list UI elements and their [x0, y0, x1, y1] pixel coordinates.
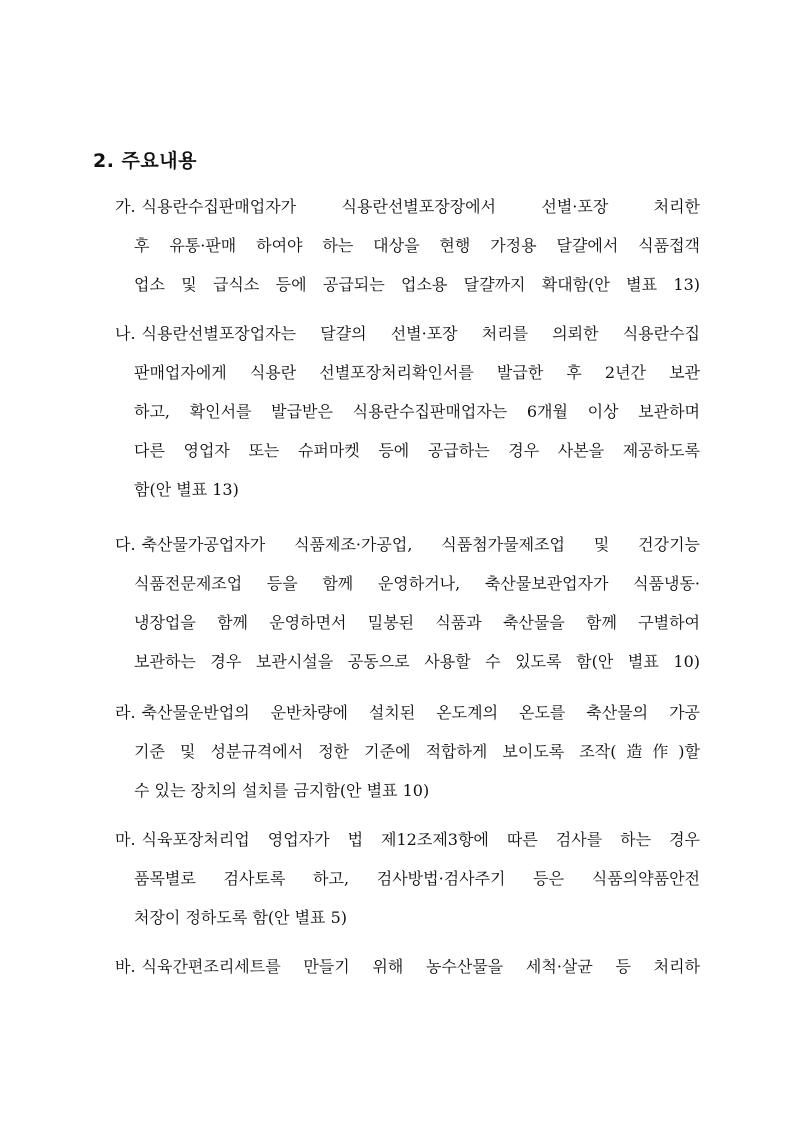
- item-marker: 가.: [115, 197, 136, 216]
- item-line: [115, 525, 700, 564]
- item-marker: 바.: [115, 957, 136, 976]
- item-text: 식용란수집판매업자가 식용란선별포장장에서 선별·포장 처리한: [141, 197, 700, 216]
- item-line: 판매업자에게 식용란 선별포장처리확인서를 발급한 후 2년간 보관: [134, 363, 700, 382]
- list-item-ra: [115, 693, 700, 810]
- item-text: 축산물가공업자가 식품제조·가공업, 식품첨가물제조업 및 건강기능: [141, 535, 700, 554]
- item-line: 처장이 정하도록 함(안 별표 5): [134, 908, 348, 927]
- item-line: 후 유통·판매 하여야 하는 대상을 현행 가정용 달걀에서 식품접객: [134, 236, 700, 255]
- item-text: 식용란선별포장업자는 달걀의 선별·포장 처리를 의뢰한 식용란수집: [141, 324, 700, 343]
- item-line: 식품전문제조업 등을 함께 운영하거나, 축산물보관업자가 식품냉동·: [134, 574, 700, 593]
- item-marker: 마.: [115, 830, 136, 849]
- item-line: [115, 314, 700, 353]
- item-line: 하고, 확인서를 발급받은 식용란수집판매업자는 6개월 이상 보관하며: [134, 402, 700, 421]
- item-line: 업소 및 급식소 등에 공급되는 업소용 달걀까지 확대함(안 별표 13): [134, 275, 700, 294]
- item-line: 기준 및 성분규격에서 정한 기준에 적합하게 보이도록 조작(造作)할: [134, 742, 700, 761]
- item-text: 축산물운반업의 운반차량에 설치된 온도계의 온도를 축산물의 가공: [141, 703, 700, 722]
- list-item-na: [115, 314, 700, 509]
- item-line: 품목별로 검사토록 하고, 검사방법·검사주기 등은 식품의약품안전: [134, 869, 700, 888]
- item-line: [115, 187, 700, 226]
- item-line: [115, 693, 700, 732]
- list-item-ma: [115, 820, 700, 937]
- list-item-ba: [115, 947, 700, 986]
- item-line: 냉장업을 함께 운영하면서 밀봉된 식품과 축산물을 함께 구별하여: [134, 613, 700, 632]
- list-item-ga: [115, 187, 700, 304]
- item-marker: 나.: [115, 324, 136, 343]
- item-line: 보관하는 경우 보관시설을 공동으로 사용할 수 있도록 함(안 별표 10): [134, 652, 700, 671]
- item-text: 식육간편조리세트를 만들기 위해 농수산물을 세척·살균 등 처리하: [141, 957, 700, 976]
- item-text: 식육포장처리업 영업자가 법 제12조제3항에 따른 검사를 하는 경우: [141, 830, 700, 849]
- list-item-da: [115, 525, 700, 681]
- item-line: [115, 947, 700, 986]
- item-line: 함(안 별표 13): [134, 480, 239, 499]
- item-line: [115, 820, 700, 859]
- section-title: 2. 주요내용: [93, 150, 197, 172]
- item-marker: 다.: [115, 535, 136, 554]
- item-line: 다른 영업자 또는 슈퍼마켓 등에 공급하는 경우 사본을 제공하도록: [134, 441, 700, 460]
- item-line: 수 있는 장치의 설치를 금지함(안 별표 10): [134, 781, 430, 800]
- item-marker: 라.: [115, 703, 136, 722]
